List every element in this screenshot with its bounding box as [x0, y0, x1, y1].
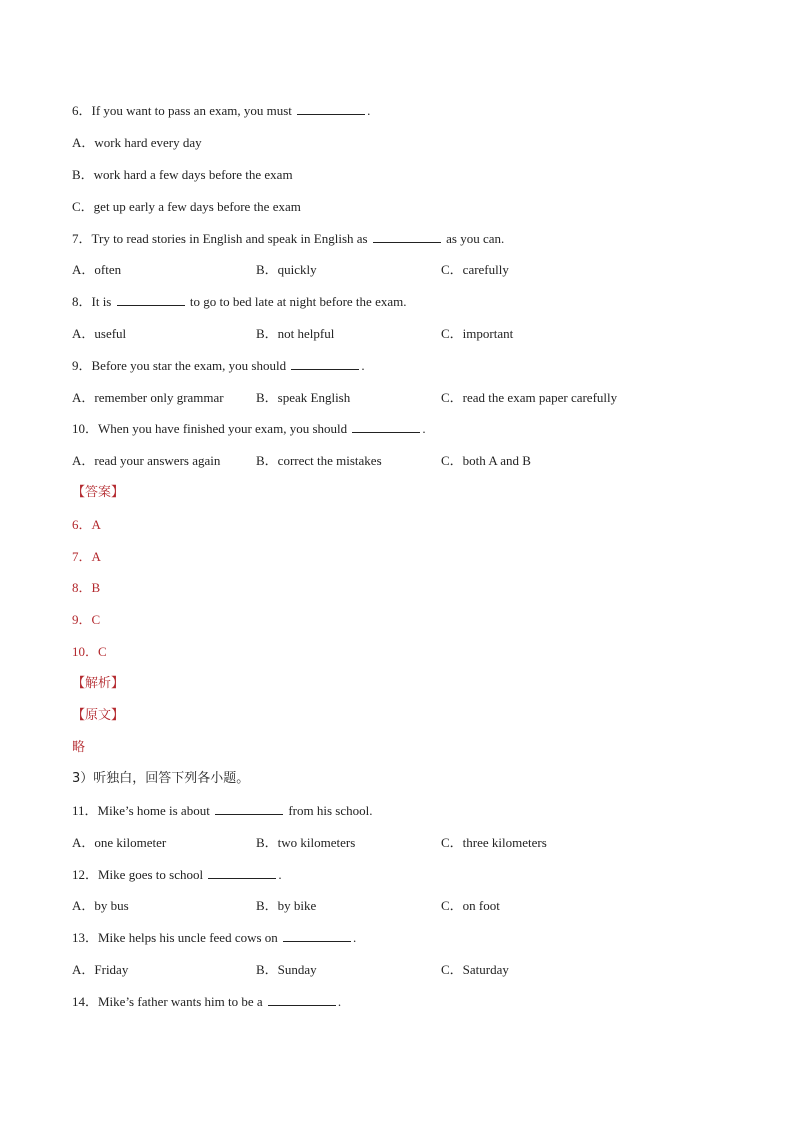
answer-blank	[352, 420, 420, 433]
question-text: 11．Mike’s home is about	[72, 803, 214, 818]
option-c: C．get up early a few days before the exam	[72, 199, 301, 214]
answer-blank	[297, 102, 365, 115]
answer-blank	[291, 357, 359, 370]
option-c: C．carefully	[441, 262, 509, 277]
option-c: C．Saturday	[441, 962, 509, 977]
option-b: B．by bike	[256, 898, 317, 913]
answer-blank	[268, 993, 336, 1006]
question-14	[72, 993, 341, 1011]
option-b: B．not helpful	[256, 326, 335, 341]
question-text-end: .	[367, 103, 371, 118]
option-b: B．two kilometers	[256, 835, 356, 850]
answer-blank	[373, 230, 441, 243]
omitted-note: 略	[72, 740, 86, 755]
question-text: 13．Mike helps his uncle feed cows on	[72, 930, 282, 945]
option-a: A．one kilometer	[72, 835, 167, 850]
question-text-end: from his school.	[285, 803, 373, 818]
question-6	[72, 102, 370, 120]
option-a: A．by bus	[72, 898, 129, 913]
answer-blank	[215, 802, 283, 815]
section-3-heading: 3）听独白，回答下列各小题。	[72, 771, 250, 786]
option-c: C．both A and B	[441, 453, 531, 468]
question-7	[72, 230, 504, 248]
question-text: 7．Try to read stories in English and speak in English as	[72, 231, 371, 246]
answer-header: 【答案】	[72, 485, 125, 500]
option-c: C．read the exam paper carefully	[441, 390, 618, 405]
option-c: C．on foot	[441, 898, 500, 913]
question-text: 8．It is	[72, 294, 115, 309]
question-text: 12．Mike goes to school	[72, 867, 207, 882]
analysis-header: 【解析】	[72, 676, 125, 691]
option-a: A．work hard every day	[72, 135, 202, 150]
answer-item: 6．A	[72, 517, 101, 532]
option-b: B．work hard a few days before the exam	[72, 167, 293, 182]
option-a: A．often	[72, 262, 122, 277]
question-text-end: as you can.	[442, 231, 505, 246]
question-text: 10．When you have finished your exam, you should	[72, 421, 351, 436]
option-b: B．quickly	[256, 262, 317, 277]
question-text-end: .	[422, 421, 426, 436]
option-a: A．remember only grammar	[72, 390, 224, 405]
question-text-end: .	[353, 930, 357, 945]
answer-item: 8．B	[72, 580, 101, 595]
question-text-end: .	[337, 994, 342, 1009]
answer-item: 10．C	[72, 644, 107, 659]
option-a: A．Friday	[72, 962, 129, 977]
original-text-header: 【原文】	[72, 708, 125, 723]
option-b: B．correct the mistakes	[256, 453, 382, 468]
option-b: B．Sunday	[256, 962, 317, 977]
question-12	[72, 866, 282, 884]
question-text-end: .	[361, 358, 365, 373]
question-10	[72, 420, 426, 438]
option-b: B．speak English	[256, 390, 351, 405]
answer-blank	[117, 293, 185, 306]
question-text: 14．Mike’s father wants him to be a	[72, 994, 266, 1009]
option-a: A．useful	[72, 326, 127, 341]
answer-blank	[208, 866, 276, 879]
question-8	[72, 293, 406, 311]
answer-item: 7．A	[72, 549, 101, 564]
question-text: 9．Before you star the exam, you should	[72, 358, 290, 373]
answer-blank	[283, 929, 351, 942]
question-text-end: to go to bed late at night before the exam.	[186, 294, 407, 309]
question-11	[72, 802, 372, 820]
question-text: 6．If you want to pass an exam, you must	[72, 103, 296, 118]
answer-item: 9．C	[72, 612, 101, 627]
option-a: A．read your answers again	[72, 453, 221, 468]
question-13	[72, 929, 356, 947]
question-text-end: .	[278, 867, 282, 882]
option-c: C．important	[441, 326, 514, 341]
question-9	[72, 357, 365, 375]
option-c: C．three kilometers	[441, 835, 547, 850]
